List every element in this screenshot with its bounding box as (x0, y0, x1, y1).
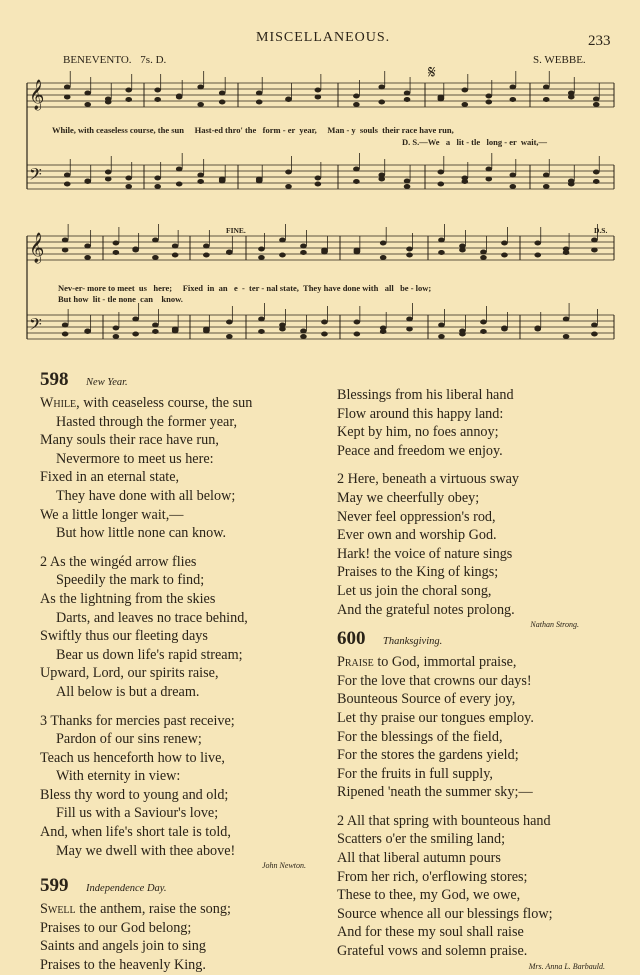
note-head (591, 332, 598, 337)
hymn-author: Mrs. Anna L. Barbauld. (528, 961, 605, 971)
music-score (0, 0, 640, 370)
note-head (256, 177, 263, 182)
note-head (378, 177, 385, 182)
note-head (534, 327, 541, 332)
note-head (353, 167, 360, 172)
note-head (172, 253, 179, 258)
verse-line: Ripened 'neath the summer sky;— (337, 784, 533, 801)
treble-clef: 𝄞 (29, 233, 45, 263)
verse-line: Swiftly thus our fleeting days (40, 628, 208, 645)
note-head (132, 248, 139, 253)
note-head (480, 320, 487, 325)
verse-line: Saints and angels join to sing (40, 938, 206, 955)
verse-line: Praise to God, immortal praise, (337, 654, 517, 671)
note-head (593, 179, 600, 184)
note-head (64, 85, 71, 90)
bass-clef: 𝄢 (29, 164, 42, 188)
note-head (152, 329, 159, 334)
note-head (256, 100, 263, 105)
note-head (132, 332, 139, 337)
note-head (197, 85, 204, 90)
note-head (84, 91, 91, 96)
verse-line: Hark! the voice of nature sings (337, 545, 513, 562)
note-head (591, 238, 598, 243)
verse-line: For the blessings of the field, (337, 728, 503, 745)
hymn-number: 599 (40, 875, 69, 897)
verse-line: Fixed in an eternal state, (40, 469, 180, 486)
tune-title: BENEVENTO. (63, 54, 132, 66)
note-head (258, 247, 265, 252)
verse-line: All that liberal autumn pours (337, 850, 501, 867)
verse-line: Grateful vows and solemn praise. (337, 943, 528, 960)
note-head (84, 255, 91, 260)
verse-line: And, when life's short tale is told, (40, 824, 231, 841)
note-head (84, 179, 91, 184)
note-head (152, 323, 159, 328)
note-head (563, 250, 570, 255)
note-head (197, 102, 204, 107)
lyric-line-2a: Nev-er- more to meet us here; Fixed in an e - ter - nal state, They have done with all be - low; (58, 283, 432, 293)
note-head (113, 250, 120, 255)
note-head (438, 182, 445, 187)
note-head (459, 248, 466, 253)
note-head (176, 182, 183, 187)
hymn-title: Thanksgiving. (383, 636, 443, 648)
note-head (258, 329, 265, 334)
note-head (279, 253, 286, 258)
note-head (543, 85, 550, 90)
note-head (568, 95, 575, 100)
fine-mark: FINE. (226, 226, 246, 235)
note-head (219, 91, 226, 96)
note-head (172, 327, 179, 332)
verse-line: Praises to the King of kings; (337, 564, 499, 581)
stanza-gap (337, 802, 617, 812)
note-head (353, 179, 360, 184)
lyric-line-1a: While, with ceaseless course, the sun Hast-ed thro' the form - er year, Man - y souls their race have run, (52, 125, 454, 135)
note-head (404, 91, 411, 96)
note-head (125, 184, 132, 189)
verse-line: Many souls their race have run, (40, 432, 219, 449)
verse-line: 2 Here, beneath a virtuous sway (337, 471, 520, 488)
note-head (125, 176, 132, 181)
note-head (315, 182, 322, 187)
note-head (501, 241, 508, 246)
note-head (219, 100, 226, 105)
note-head (353, 94, 360, 99)
verse-line: Speedily the mark to find; (56, 572, 205, 589)
note-head (197, 179, 204, 184)
note-head (132, 317, 139, 322)
note-head (438, 323, 445, 328)
note-head (226, 250, 233, 255)
note-head (510, 97, 517, 102)
note-head (84, 329, 91, 334)
note-head (258, 255, 265, 260)
note-head (154, 88, 161, 93)
verse-line: For the love that crowns our days! (337, 672, 532, 689)
note-head (354, 248, 361, 253)
note-head (404, 97, 411, 102)
verse-line: Flow around this happy land: (337, 405, 504, 422)
note-head (203, 327, 210, 332)
segno-mark: 𝄋 (428, 62, 436, 82)
note-head (534, 253, 541, 258)
note-head (593, 102, 600, 107)
note-head (438, 95, 445, 100)
note-head (510, 173, 517, 178)
note-head (438, 334, 445, 339)
note-head (105, 170, 112, 175)
note-head (113, 241, 120, 246)
note-head (315, 95, 322, 100)
hymn-600-text (337, 653, 617, 961)
verse-line: Teach us henceforth how to live, (40, 749, 225, 766)
verse-line: From her rich, o'erflowing stores; (337, 868, 528, 885)
note-head (321, 320, 328, 325)
verse-line: Pardon of our sins renew; (56, 731, 202, 748)
note-head (486, 100, 493, 105)
note-head (279, 238, 286, 243)
note-head (62, 323, 69, 328)
note-head (300, 250, 307, 255)
note-head (197, 173, 204, 178)
note-head (203, 253, 210, 258)
note-head (353, 102, 360, 107)
verse-line: May we cheerfully obey; (337, 489, 480, 506)
note-head (510, 184, 517, 189)
verse-line: Hasted through the former year, (56, 413, 238, 430)
verse-line: 3 Thanks for mercies past receive; (40, 712, 235, 729)
note-head (219, 177, 226, 182)
note-head (226, 320, 233, 325)
verse-line: Peace and freedom we enjoy. (337, 442, 503, 459)
verse-line: While, with ceaseless course, the sun (40, 395, 253, 411)
hymn-599-heading (40, 875, 320, 900)
note-head (285, 170, 292, 175)
note-head (285, 97, 292, 102)
note-head (591, 248, 598, 253)
note-head (380, 255, 387, 260)
verse-line: Source whence all our blessings flow; (337, 905, 553, 922)
note-head (380, 241, 387, 246)
note-head (406, 327, 413, 332)
note-head (176, 167, 183, 172)
note-head (568, 182, 575, 187)
hymn-title: New Year. (86, 377, 128, 388)
note-head (438, 250, 445, 255)
treble-clef: 𝄞 (29, 80, 45, 110)
verse-line: Darts, and leaves no trace behind, (56, 609, 248, 626)
note-head (84, 244, 91, 249)
verse-line: Bounteous Source of every joy, (337, 691, 516, 708)
note-head (354, 332, 361, 337)
note-head (480, 329, 487, 334)
verse-line: May we dwell with thee above! (56, 842, 236, 859)
note-head (543, 173, 550, 178)
hymn-author: John Newton. (262, 861, 306, 871)
note-head (486, 177, 493, 182)
note-head (300, 329, 307, 334)
note-head (285, 184, 292, 189)
note-head (315, 88, 322, 93)
note-head (406, 253, 413, 258)
note-head (406, 247, 413, 252)
left-column (40, 367, 320, 975)
verse-line: Never feel oppression's rod, (337, 508, 496, 525)
note-head (438, 170, 445, 175)
tune-meter: 7s. D. (140, 54, 167, 66)
verse-line: And the grateful notes prolong. (337, 601, 515, 618)
verse-line: Ever own and worship God. (337, 527, 497, 544)
note-head (501, 253, 508, 258)
note-head (593, 170, 600, 175)
section-header: MISCELLANEOUS. (256, 30, 391, 45)
note-head (591, 323, 598, 328)
note-head (404, 184, 411, 189)
note-head (105, 177, 112, 182)
first-word: Praise (337, 654, 374, 671)
tune-composer: S. WEBBE. (533, 54, 586, 66)
note-head (501, 327, 508, 332)
note-head (321, 332, 328, 337)
verse-line: 2 All that spring with bounteous hand (337, 812, 551, 829)
note-head (62, 238, 69, 243)
verse-line: Let thy praise our tongues employ. (337, 709, 534, 726)
note-head (203, 244, 210, 249)
note-head (406, 317, 413, 322)
verse-line: And for these my soul shall raise (337, 924, 524, 941)
hymn-599-continued (337, 386, 617, 619)
note-head (125, 88, 132, 93)
note-head (113, 326, 120, 331)
note-head (563, 317, 570, 322)
note-head (480, 255, 487, 260)
hymn-number: 600 (337, 628, 366, 650)
note-head (256, 91, 263, 96)
music-notation (0, 0, 640, 370)
note-head (404, 179, 411, 184)
verse-line: Bless thy word to young and old; (40, 786, 229, 803)
note-head (125, 97, 132, 102)
note-head (64, 173, 71, 178)
verse-line: Fill us with a Saviour's love; (56, 805, 219, 822)
hymn-author: Nathan Strong. (530, 620, 579, 630)
note-head (459, 332, 466, 337)
note-head (176, 95, 183, 100)
note-head (300, 244, 307, 249)
hymn-598-text (40, 394, 320, 860)
verse-line: These to thee, my God, we owe, (337, 887, 521, 904)
note-head (154, 176, 161, 181)
note-head (534, 241, 541, 246)
note-head (300, 334, 307, 339)
verse-line: All below is but a dream. (56, 683, 200, 700)
note-head (152, 255, 159, 260)
verse-line: They have done with all below; (56, 487, 236, 504)
note-head (462, 179, 469, 184)
note-head (154, 184, 161, 189)
note-head (380, 329, 387, 334)
note-head (486, 167, 493, 172)
bass-clef: 𝄢 (29, 314, 42, 338)
note-head (152, 238, 159, 243)
note-head (543, 184, 550, 189)
note-head (226, 334, 233, 339)
hymn-600-heading (337, 628, 617, 653)
stanza-gap (40, 702, 320, 712)
note-head (563, 334, 570, 339)
note-head (113, 334, 120, 339)
verse-line: With eternity in view: (56, 768, 181, 785)
first-word: Swell (40, 901, 76, 918)
verse-line: For the fruits in full supply, (337, 765, 493, 782)
note-head (154, 97, 161, 102)
hymn-599-text (40, 900, 320, 974)
verse-line: Upward, Lord, our spirits raise, (40, 665, 219, 682)
verse-line: We a little longer wait,— (40, 506, 184, 523)
note-head (462, 102, 469, 107)
note-head (172, 244, 179, 249)
lyric-line-2b: But how lit - tle none can know. (58, 294, 183, 304)
note-head (480, 250, 487, 255)
note-head (462, 88, 469, 93)
verse-line: Blessings from his liberal hand (337, 387, 514, 403)
note-head (438, 238, 445, 243)
note-head (62, 248, 69, 253)
note-head (315, 176, 322, 181)
verse-line: Scatters o'er the smiling land; (337, 831, 506, 848)
verse-line: Swell the anthem, raise the song; (40, 901, 231, 918)
note-head (543, 97, 550, 102)
note-head (378, 100, 385, 105)
note-head (62, 332, 69, 337)
ds-mark: D.S. (594, 226, 608, 235)
verse-line: Praises to the heavenly King. (40, 957, 206, 974)
verse-line: As the lightning from the skies (40, 590, 216, 607)
stanza-gap (337, 460, 617, 470)
hymn-title: Independence Day. (86, 883, 167, 895)
verse-line: Nevermore to meet us here: (56, 450, 214, 467)
note-head (354, 320, 361, 325)
note-head (486, 94, 493, 99)
first-word: While, (40, 395, 80, 411)
hymn-598-heading (40, 369, 320, 394)
verse-line: Let us join the choral song, (337, 582, 492, 599)
note-head (105, 100, 112, 105)
stanza-gap (40, 543, 320, 553)
verse-line: For the stores the gardens yield; (337, 747, 519, 764)
note-head (593, 97, 600, 102)
note-head (84, 102, 91, 107)
verse-line: Bear us down life's rapid stream; (56, 646, 243, 663)
right-column (337, 386, 617, 972)
note-head (64, 182, 71, 187)
verse-line: Praises to our God belong; (40, 919, 192, 936)
note-head (510, 85, 517, 90)
hymn-number: 598 (40, 369, 69, 390)
verse-line: But how little none can know. (56, 525, 227, 542)
note-head (64, 95, 71, 100)
note-head (321, 248, 328, 253)
verse-line: Kept by him, no foes annoy; (337, 424, 499, 441)
page-number: 233 (588, 33, 611, 49)
note-head (378, 85, 385, 90)
lyric-line-1b: D. S.—We a lit - tle long - er wait,— (402, 137, 548, 147)
note-head (279, 327, 286, 332)
verse-line: 2 As the wingéd arrow flies (40, 553, 197, 570)
note-head (258, 317, 265, 322)
